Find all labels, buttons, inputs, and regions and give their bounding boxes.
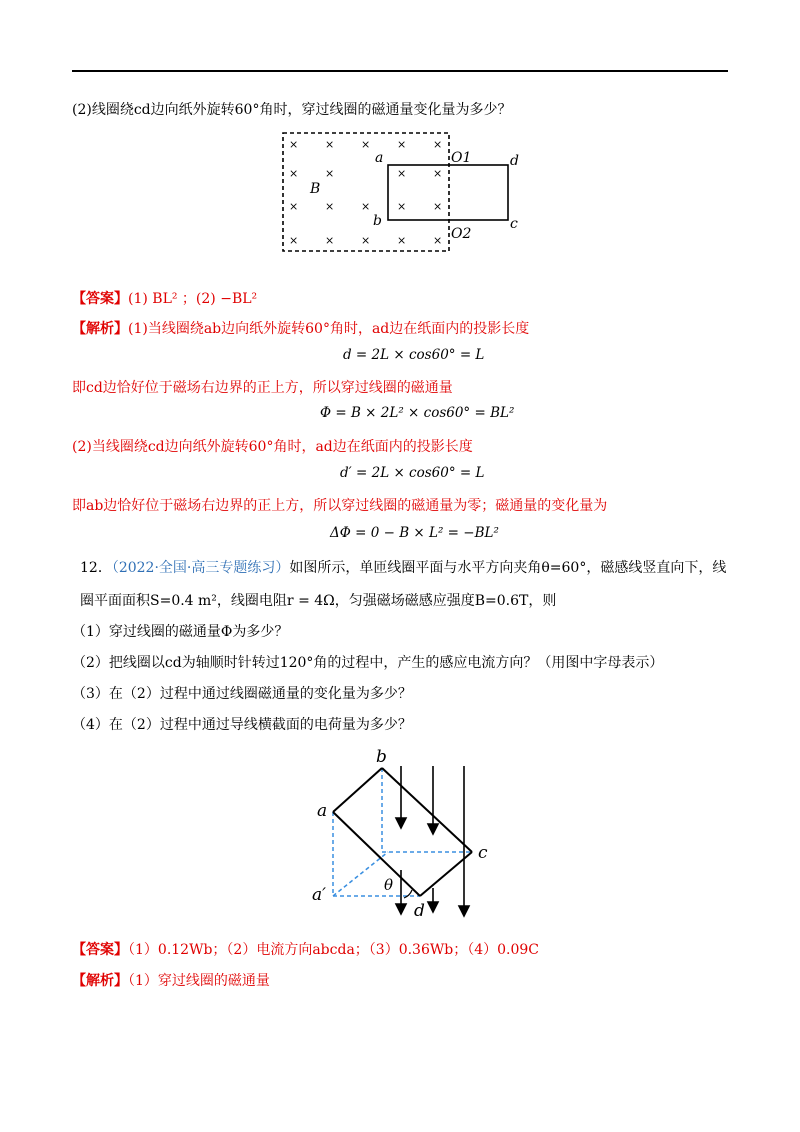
q12-answer: [72, 941, 539, 959]
fig1-label-O1: O1: [451, 150, 472, 166]
equation-3: d′ = 2L × cos60° = L: [340, 465, 485, 481]
q12-stem-line1: [80, 559, 726, 577]
fig1-label-b: b: [373, 213, 382, 229]
q11-answer: [72, 290, 257, 308]
analysis-text-1: (1)当线圈绕ab边向纸外旋转60°角时，ad边在纸面内的投影长度: [128, 321, 530, 337]
q11-part2-question: (2)线圈绕cd边向纸外旋转60°角时，穿过线圈的磁通量变化量为多少？: [72, 102, 512, 118]
svg-text:×: ×: [433, 234, 443, 247]
q12-answer-tag: 【答案】: [72, 942, 128, 958]
q12-answer-text: （1）0.12Wb；（2）电流方向abcda；（3）0.36Wb；（4）0.09C: [128, 942, 540, 958]
fig2-label-b: b: [376, 747, 387, 767]
q11-analysis-2: (2)当线圈绕cd边向纸外旋转60°角时，ad边在纸面内的投影长度: [72, 439, 473, 455]
svg-text:×: ×: [325, 234, 335, 247]
svg-text:×: ×: [289, 200, 299, 213]
svg-text:×: ×: [289, 234, 299, 247]
q12-stem-line2: 圈平面面积S=0.4 m²，线圈电阻r = 4Ω，匀强磁场磁感应强度B=0.6T，则: [80, 593, 557, 609]
fig2-label-a: a: [317, 801, 328, 821]
q12-analysis: [72, 972, 270, 990]
q12-sub3: （3）在（2）过程中通过线圈磁通量的变化量为多少？: [72, 686, 412, 702]
fig1-label-c: c: [510, 216, 518, 232]
header-rule: [72, 70, 728, 72]
answer-tag: 【答案】: [72, 291, 128, 307]
q12-sub1: （1）穿过线圈的磁通量Φ为多少？: [72, 624, 289, 640]
svg-text:×: ×: [397, 138, 407, 151]
analysis-tag: 【解析】: [72, 321, 128, 337]
q11-analysis-line-4: 即ab边恰好位于磁场右边界的正上方，所以穿过线圈的磁通量为零；磁通量的变化量为: [72, 498, 608, 514]
q12-number: 12．: [80, 560, 112, 576]
q12-stem-text1: 如图所示，单匝线圈平面与水平方向夹角θ=60°，磁感线竖直向下，线: [289, 560, 727, 576]
q12-sub4: （4）在（2）过程中通过导线横截面的电荷量为多少？: [72, 717, 412, 733]
svg-text:×: ×: [433, 138, 443, 151]
q12-sub2: （2）把线圈以cd为轴顺时针转过120°角的过程中，产生的感应电流方向？（用图中字母表示）: [72, 655, 664, 671]
q12-figure: [300, 740, 510, 925]
svg-text:×: ×: [397, 167, 407, 180]
q11-analysis-1: [72, 320, 529, 338]
svg-text:×: ×: [361, 234, 371, 247]
svg-text:×: ×: [361, 200, 371, 213]
q12-analysis-tag: 【解析】: [72, 973, 128, 989]
q12-source: （2022·全国·高三专题练习）: [111, 560, 290, 576]
svg-text:×: ×: [325, 167, 335, 180]
svg-text:×: ×: [397, 234, 407, 247]
svg-text:×: ×: [397, 200, 407, 213]
svg-text:×: ×: [325, 138, 335, 151]
q11-figure: [270, 125, 540, 260]
q11-analysis-line-2: 即cd边恰好位于磁场右边界的正上方，所以穿过线圈的磁通量: [72, 380, 453, 396]
svg-text:×: ×: [289, 167, 299, 180]
fig2-label-a-prime: a′: [312, 885, 326, 905]
svg-text:×: ×: [289, 138, 299, 151]
equation-2: Φ = B × 2L² × cos60° = BL²: [320, 405, 515, 421]
svg-text:×: ×: [433, 200, 443, 213]
q12-analysis-text: （1）穿过线圈的磁通量: [128, 973, 270, 989]
equation-4: ΔΦ = 0 − B × L² = −BL²: [330, 525, 499, 541]
fig1-label-O2: O2: [451, 226, 472, 242]
fig2-label-theta: θ: [384, 876, 394, 894]
fig1-label-d: d: [510, 153, 519, 169]
fig1-label-a: a: [375, 150, 384, 166]
fig1-label-B: B: [310, 181, 321, 197]
fig2-label-d: d: [414, 901, 425, 921]
svg-text:×: ×: [433, 167, 443, 180]
equation-1: d = 2L × cos60° = L: [343, 347, 485, 363]
svg-text:×: ×: [361, 138, 371, 151]
svg-text:×: ×: [325, 200, 335, 213]
fig2-label-c: c: [478, 843, 488, 863]
answer-text: (1) BL² ；(2) −BL²: [128, 291, 258, 307]
